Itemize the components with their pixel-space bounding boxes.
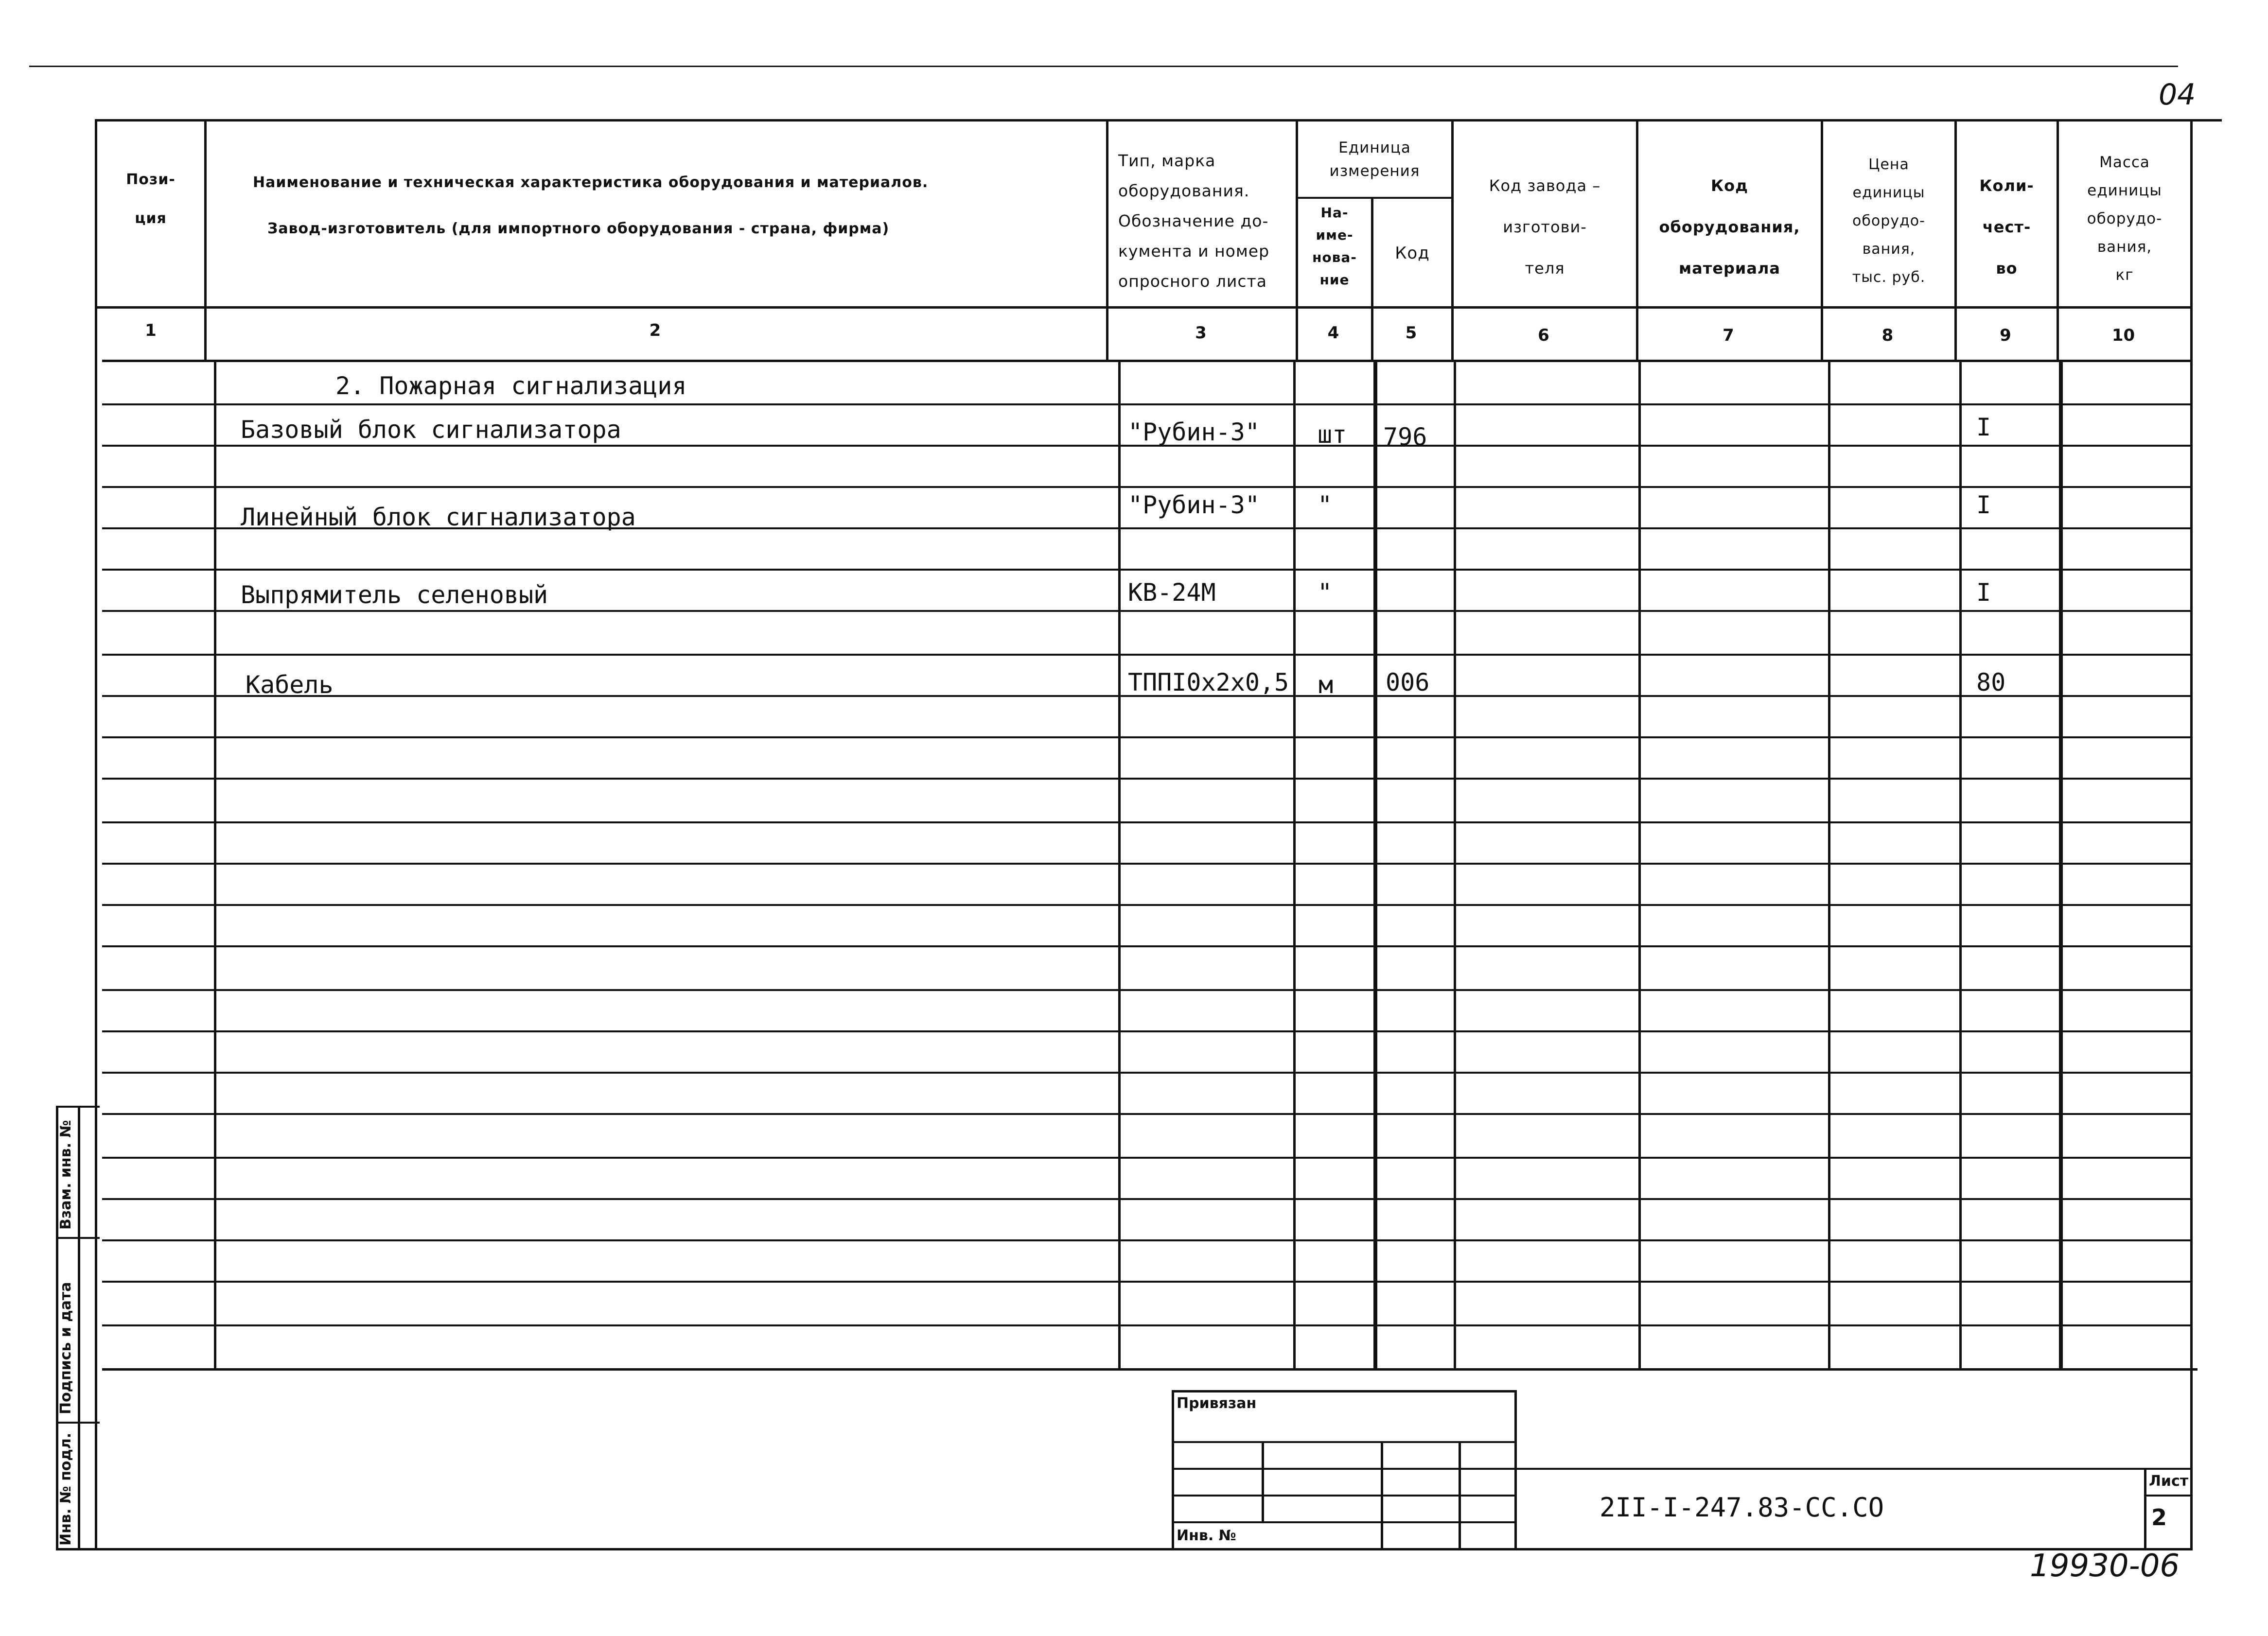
header-unit-name: На- име- нова- ние <box>1312 205 1357 288</box>
body-sep-6 <box>1638 360 1641 1371</box>
body-sep-1 <box>214 360 216 1371</box>
row-line <box>102 1239 2190 1241</box>
side-strip-inner <box>78 1106 80 1550</box>
body-sep-9 <box>2059 360 2063 1371</box>
side-label-inv-podl: Инв. № подл. <box>57 1432 74 1546</box>
row-line <box>102 736 2190 738</box>
header-quantity: Коли- чест- во <box>1979 176 2034 278</box>
stamp-row-4 <box>1172 1521 1517 1523</box>
archive-number: 19930-06 <box>2030 1548 2180 1584</box>
row-line <box>102 1281 2190 1283</box>
stamp-top <box>1172 1390 1517 1392</box>
stamp-sep-3 <box>1459 1441 1461 1548</box>
row-4-name: Кабель <box>246 671 334 699</box>
row-3-name: Выпрямитель селеновый <box>241 581 548 609</box>
row-line <box>102 1324 2190 1326</box>
stamp-docno-top <box>1514 1468 2193 1470</box>
row-line <box>102 1030 2190 1032</box>
row-line <box>102 989 2190 991</box>
row-3-type: КВ-24М <box>1128 578 1216 607</box>
stamp-sep-2 <box>1381 1441 1383 1548</box>
side-label-vzam-inv: Взам. инв. № <box>57 1120 74 1230</box>
row-2-qty: I <box>1976 491 1991 519</box>
stamp-row-3 <box>1172 1495 1517 1497</box>
row-1-type: "Рубин-3" <box>1128 418 1260 446</box>
header-price: Цена единицы оборудо- вания, тыс. руб. <box>1852 156 1926 286</box>
body-sep-2 <box>1118 360 1121 1371</box>
corner-mark: 04 <box>2159 78 2196 112</box>
colnum-1: 1 <box>145 321 157 340</box>
row-1-qty: I <box>1976 413 1991 441</box>
body-sep-7 <box>1828 360 1830 1371</box>
header-plant-code: Код завода – изготови- теля <box>1489 176 1601 278</box>
header-name-line2: Завод-изготовитель (для импортного оборудования - страна, фирма) <box>267 220 890 237</box>
colnum-7: 7 <box>1723 326 1734 345</box>
row-1-unit: шт <box>1318 420 1347 449</box>
row-2-name: Линейный блок сигнализатора <box>241 503 636 531</box>
stamp-left <box>1172 1390 1174 1548</box>
row-4-type: ТППI0х2х0,5 <box>1128 668 1289 696</box>
stamp-sep-1 <box>1262 1441 1264 1521</box>
row-2-unit: " <box>1318 491 1333 519</box>
header-mass: Масса единицы оборудо- вания, кг <box>2087 154 2163 284</box>
row-line <box>102 1113 2190 1115</box>
scan-edge-line <box>29 66 2178 67</box>
header-unit-code: Код <box>1395 244 1430 263</box>
row-line <box>102 1198 2190 1200</box>
colnum-10: 10 <box>2111 326 2135 345</box>
sheet-label: Лист <box>2149 1473 2189 1490</box>
body-sep-8 <box>1959 360 1962 1371</box>
row-line <box>102 610 2190 612</box>
unit-subheader-line <box>1296 197 1451 199</box>
row-line <box>102 904 2190 906</box>
header-right-border <box>2190 119 2193 360</box>
row-4-code: 006 <box>1386 668 1430 696</box>
body-sep-3 <box>1293 360 1296 1371</box>
sheet-box-left <box>2144 1468 2146 1548</box>
stamp-attached-label: Привязан <box>1177 1395 1257 1412</box>
row-line <box>102 486 2190 488</box>
row-line <box>102 778 2190 780</box>
side-strip-top <box>56 1106 100 1108</box>
colnum-2: 2 <box>649 321 661 340</box>
header-equipment-code: Код оборудования, материала <box>1659 176 1800 278</box>
row-line <box>102 569 2190 571</box>
sheet-number: 2 <box>2151 1504 2167 1531</box>
side-strip-sep-2 <box>56 1422 100 1424</box>
header-bottom-border <box>95 306 2190 309</box>
row-1-name: Базовый блок сигнализатора <box>241 416 621 444</box>
side-strip-sep-1 <box>56 1237 100 1239</box>
row-line <box>102 403 2190 405</box>
row-line <box>102 654 2190 656</box>
body-sep-4 <box>1373 360 1377 1371</box>
stamp-inv-label: Инв. № <box>1177 1527 1236 1544</box>
row-4-qty: 80 <box>1976 668 2006 696</box>
row-line <box>102 821 2190 823</box>
colnum-5: 5 <box>1405 323 1417 343</box>
colnum-bottom-border <box>102 360 2190 362</box>
document-number: 2II-I-247.83-СС.СО <box>1600 1492 1884 1523</box>
header-position: Пози- ция <box>126 171 176 227</box>
colnum-9: 9 <box>2000 326 2011 345</box>
colnum-6: 6 <box>1538 326 1549 345</box>
header-unit: Единица измерения <box>1329 139 1420 180</box>
row-line <box>102 1072 2190 1074</box>
frame-bottom-border <box>58 1548 2193 1550</box>
row-1-code: 796 <box>1383 423 1427 451</box>
row-2-type: "Рубин-3" <box>1128 491 1260 519</box>
table-bottom-border <box>102 1368 2198 1371</box>
row-line <box>102 1157 2190 1159</box>
header-type: Тип, марка оборудования. Обозначение до- кумента и номер опросного листа <box>1118 151 1270 291</box>
body-sep-5 <box>1454 360 1456 1371</box>
header-name-line1: Наименование и техническая характеристика оборудования и материалов. <box>253 174 929 191</box>
section-title: 2. Пожарная сигнализация <box>335 372 687 400</box>
row-3-qty: I <box>1976 578 1991 607</box>
frame-right-border <box>2190 360 2193 1550</box>
row-4-unit: м <box>1319 671 1334 699</box>
table-top-border <box>95 119 2222 122</box>
side-label-sign-date: Подпись и дата <box>57 1282 74 1414</box>
row-line <box>102 863 2190 865</box>
colnum-8: 8 <box>1881 326 1894 345</box>
row-line <box>102 945 2190 947</box>
colnum-3: 3 <box>1195 323 1207 343</box>
colnum-4: 4 <box>1327 323 1339 343</box>
stamp-row-2 <box>1172 1468 1517 1470</box>
row-3-unit: " <box>1318 578 1333 607</box>
stamp-row-1 <box>1172 1441 1517 1443</box>
sheet-box-sep <box>2144 1495 2193 1497</box>
